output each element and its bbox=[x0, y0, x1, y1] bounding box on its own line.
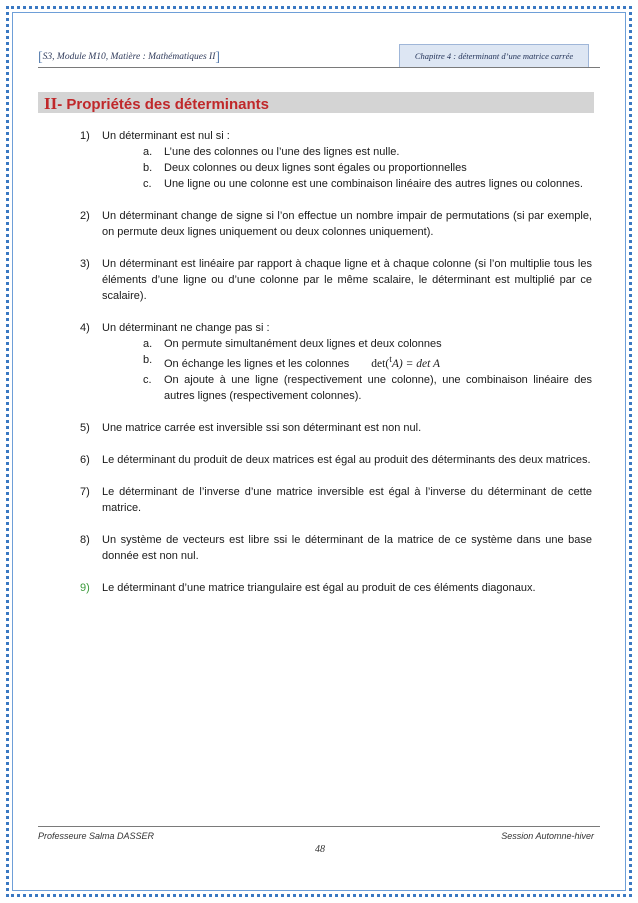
bracket-close: ] bbox=[215, 50, 221, 65]
item-text: Le déterminant d’une matrice triangulaire est égal au produit de ces éléments diagonaux. bbox=[102, 581, 536, 594]
sub-letter: b. bbox=[143, 162, 153, 174]
item-number: 8) bbox=[80, 533, 90, 546]
sub-text: On échange les lignes et les colonnes bbox=[164, 357, 350, 370]
list-item bbox=[80, 484, 592, 516]
sub-text: Une ligne ou une colonne est une combinaison linéaire des autres lignes ou colonnes. bbox=[164, 178, 583, 190]
formula-part: A bbox=[432, 357, 440, 370]
chapter-box bbox=[399, 44, 589, 68]
item-text: Un déterminant ne change pas si : bbox=[102, 322, 270, 334]
properties-list bbox=[80, 128, 592, 612]
sub-text: L’une des colonnes ou l’une des lignes est nulle. bbox=[164, 146, 400, 158]
header-course-info bbox=[38, 50, 220, 66]
chapter-label: Chapitre 4 : déterminant d’une matrice carrée bbox=[414, 51, 574, 61]
formula-part: A) = det bbox=[391, 357, 433, 370]
sub-item bbox=[102, 144, 592, 160]
item-text: Un déterminant est nul si : bbox=[102, 130, 230, 142]
footer-author: Professeure Salma DASSER bbox=[38, 831, 155, 841]
sub-item bbox=[102, 160, 592, 176]
sub-item bbox=[102, 352, 592, 372]
item-text: Un déterminant est linéaire par rapport à chaque ligne et à chaque colonne (si l’on multiplie tous les éléments d’une ligne ou d’une colonne par le même scalaire, le déterminant est multiplié par ce scalaire). bbox=[102, 258, 592, 302]
transpose-superscript: t bbox=[389, 354, 392, 365]
sub-item bbox=[102, 336, 592, 352]
section-roman-numeral: II bbox=[44, 94, 58, 113]
list-item bbox=[80, 256, 592, 304]
item-number: 9) bbox=[80, 581, 90, 594]
sub-letter: c. bbox=[143, 373, 152, 386]
footer-divider bbox=[38, 826, 600, 827]
item-text: Un système de vecteurs est libre ssi le déterminant de la matrice de ce système dans une base donnée est non nul. bbox=[102, 533, 592, 562]
item-number: 3) bbox=[80, 258, 90, 270]
sub-item bbox=[102, 372, 592, 404]
item-number: 7) bbox=[80, 485, 90, 498]
list-item bbox=[80, 320, 592, 404]
sub-text: On permute simultanément deux lignes et deux colonnes bbox=[164, 338, 442, 350]
section-title-text: - Propriétés des déterminants bbox=[57, 96, 269, 113]
sub-text: On ajoute à une ligne (respectivement une colonne), une combinaison linéaire des autres lignes (respectivement colonnes). bbox=[164, 373, 592, 402]
list-item bbox=[80, 452, 592, 468]
bracket-open: [ bbox=[38, 50, 43, 65]
list-item bbox=[80, 532, 592, 564]
section-title bbox=[44, 94, 269, 114]
item-text: Un déterminant change de signe si l’on effectue un nombre impair de permutations (si par exemple, on permute deux lignes uniquement ou deux colonnes uniquement). bbox=[102, 210, 592, 238]
item-number: 6) bbox=[80, 453, 90, 466]
footer-session: Session Automne-hiver bbox=[501, 831, 594, 841]
transpose-formula bbox=[371, 354, 440, 370]
header-divider bbox=[38, 67, 600, 68]
list-item bbox=[80, 208, 592, 240]
list-item bbox=[80, 580, 592, 596]
sub-text: Deux colonnes ou deux lignes sont égales ou proportionnelles bbox=[164, 162, 467, 174]
item-text: Le déterminant de l’inverse d’une matrice inversible est égal à l’inverse du déterminant de cette matrice. bbox=[102, 485, 592, 514]
sub-letter: b. bbox=[143, 354, 153, 366]
list-item bbox=[80, 128, 592, 192]
list-item bbox=[80, 420, 592, 436]
sub-letter: c. bbox=[143, 178, 152, 190]
item-number: 2) bbox=[80, 210, 90, 222]
sub-letter: a. bbox=[143, 338, 153, 350]
course-label: S3, Module M10, Matière : Mathématiques II bbox=[42, 52, 216, 62]
formula-part: det( bbox=[371, 357, 390, 370]
item-text: Une matrice carrée est inversible ssi son déterminant est non nul. bbox=[102, 421, 422, 434]
item-text: Le déterminant du produit de deux matrices est égal au produit des déterminants des deux matrices. bbox=[102, 453, 591, 466]
item-number: 4) bbox=[80, 322, 90, 334]
sub-letter: a. bbox=[143, 146, 153, 158]
page-number: 48 bbox=[315, 844, 325, 855]
item-number: 1) bbox=[80, 130, 90, 142]
item-number: 5) bbox=[80, 421, 90, 434]
sub-item bbox=[102, 176, 592, 192]
